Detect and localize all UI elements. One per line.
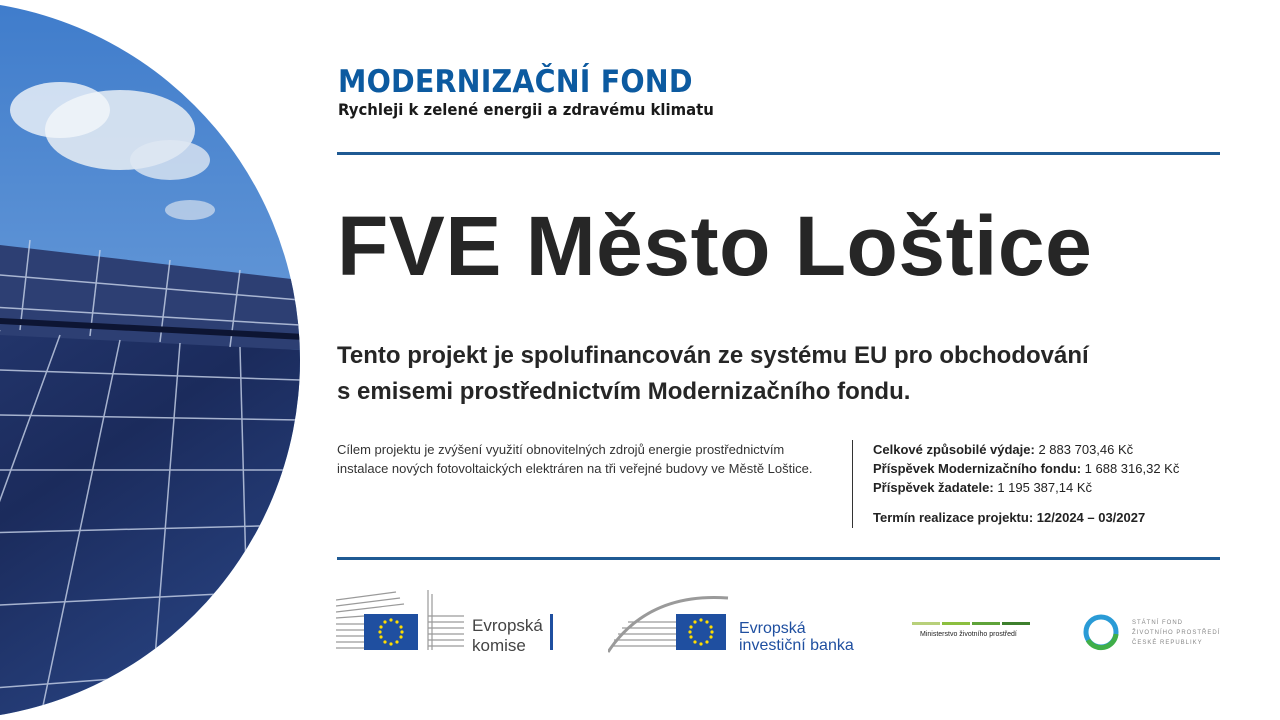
lead-line-1: Tento projekt je spolufinancován ze systému EU pro obchodování [337,342,1089,369]
eib-name-line-2: investiční banka [739,637,854,654]
fund-tagline: Rychleji k zelené energii a zdravému klimatu [338,100,714,119]
project-term [873,510,1145,525]
total-cost-label: Celkové způsobilé výdaje: [873,442,1035,457]
description-line-1: Cílem projektu je zvýšení využití obnovitelných zdrojů energie prostřednictvím [337,442,785,457]
total-cost-row [873,440,1179,459]
description-line-2: instalace nových fotovoltaických elektráren na tři veřejné budovy ve Městě Loštice. [337,461,813,476]
eib-name-line-1: Evropská [739,620,806,637]
ministry-environment-logo [912,620,1030,642]
eib-logo [608,592,860,654]
vertical-divider [852,440,853,528]
sfzp-logo [1082,612,1222,652]
sfzp-name-line-1: STÁTNÍ FOND [1132,620,1183,626]
cost-summary [873,440,1179,497]
applicant-contribution-row [873,478,1179,497]
total-cost-value: 2 883 703,46 Kč [1038,442,1134,457]
sfzp-name-line-2: ŽIVOTNÍHO PROSTŘEDÍ [1132,630,1221,636]
bottom-divider [337,557,1220,560]
european-commission-logo [336,586,556,654]
project-description [337,440,837,478]
fund-contribution-value: 1 688 316,32 Kč [1084,461,1180,476]
lead-line-2: s emisemi prostřednictvím Modernizačního fondu. [337,378,911,405]
term-value: 12/2024 – 03/2027 [1036,510,1146,525]
applicant-contribution-label: Příspěvek žadatele: [873,480,994,495]
sfzp-name-line-3: ČESKÉ REPUBLIKY [1132,640,1203,646]
ec-name-line-1: Evropská [472,616,543,635]
applicant-contribution-value: 1 195 387,14 Kč [997,480,1093,495]
ministry-name: Ministerstvo životního prostředí [920,631,1017,638]
project-lead [337,338,1217,410]
solar-panel-photo [0,0,300,720]
fund-contribution-row [873,459,1179,478]
ministry-stripe-icon [912,622,1030,628]
fund-contribution-label: Příspěvek Modernizačního fondu: [873,461,1082,476]
fund-title: MODERNIZAČNÍ FOND [338,64,693,100]
top-divider [337,152,1220,155]
ec-name-line-2: komise [472,636,526,655]
sfzp-ring-icon [1082,612,1120,652]
project-title: FVE Město Loštice [337,199,1093,293]
term-label: Termín realizace projektu: [873,510,1034,525]
